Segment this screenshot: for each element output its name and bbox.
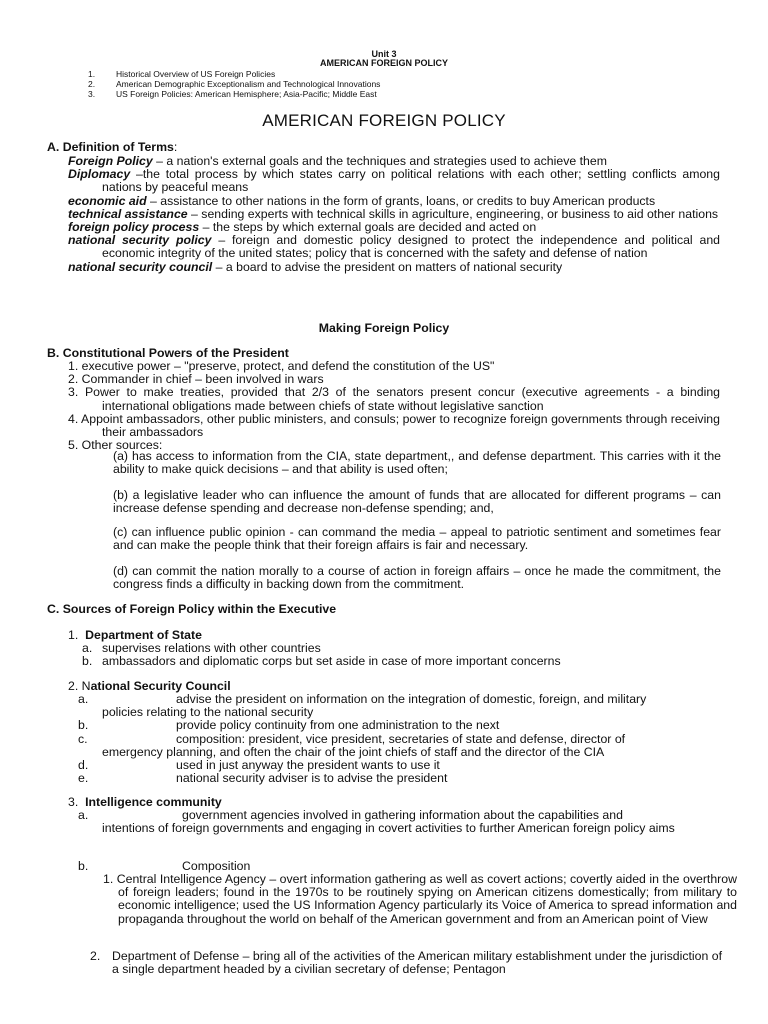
dod-description: 2. Department of Defense – bring all of the activities of the American military establishment under the jurisdiction of a single department headed by a civilian secretary of defense; Pentagon <box>90 949 722 977</box>
unit-label: Unit 3 <box>371 49 397 59</box>
main-title: AMERICAN FOREIGN POLICY <box>262 111 506 130</box>
definition-item: national security policy – foreign and domestic policy designed to protect the independence and political and economic integrity of the united states; policy that is concerned with the safety and defense of nation <box>68 233 721 261</box>
definition-item: Foreign Policy – a nation's external goals and the techniques and strategies used to achieve them <box>68 154 607 168</box>
nsc-heading: 2. National Security Council <box>68 679 231 693</box>
definition-item: economic aid – assistance to other nations in the form of grants, loans, or credits to buy American products <box>68 193 656 208</box>
list-item: 2. Commander in chief – been involved in wars <box>68 372 324 387</box>
list-item: b. provide policy continuity from one administration to the next <box>78 718 500 733</box>
unit-title: AMERICAN FOREIGN POLICY <box>319 58 448 68</box>
list-item: 5. Other sources: <box>68 438 163 453</box>
department-of-state-list <box>82 642 722 668</box>
intelligence-item-b: b. Composition <box>78 859 251 873</box>
intelligence-item-a: a. government agencies involved in gathering information about the capabilities and intentions of foreign governments and engaging in covert activities to further American foreign policy aims <box>78 808 675 836</box>
list-item: c. composition: president, vice president, secretaries of state and defense, director of emergency planning, and often the chair of the joint chiefs of staff and the director of the CIA <box>78 731 626 759</box>
unit-topic-list <box>88 69 380 99</box>
section-c-heading: C. Sources of Foreign Policy within the Executive <box>47 602 337 616</box>
department-of-state-heading: 1. Department of State <box>68 628 202 642</box>
definition-item: Diplomacy –the total process by which states carry on political relations with each other; settling conflicts among nations by peaceful means <box>68 167 720 195</box>
definition-list <box>68 155 720 274</box>
definition-item: technical assistance – sending experts with technical skills in agriculture, engineering, or business to aid other nations <box>68 206 719 221</box>
list-item: b. ambassadors and diplomatic corps but set aside in case of more important concerns <box>82 654 561 669</box>
list-item: 3. Power to make treaties, provided that 2/3 of the senators present concur (executive agreements - a binding international obligations made between chiefs of state without legislative sanction <box>68 385 720 413</box>
other-source-d: (d) can commit the nation morally to a course of action in foreign affairs – once he made the commitment, the congress finds a difficulty in backing down from the commitment. <box>113 564 721 592</box>
making-foreign-policy-title: Making Foreign Policy <box>318 321 450 335</box>
presidential-powers-list <box>68 360 720 452</box>
intelligence-heading: 3. Intelligence community <box>68 795 222 809</box>
list-item: a. advise the president on information on the integration of domestic, foreign, and military policies relating to the national security <box>78 692 647 720</box>
topic-item: 3. US Foreign Policies: American Hemisphere; Asia-Pacific; Middle East <box>88 89 377 99</box>
section-b-heading: B. Constitutional Powers of the President <box>47 346 289 360</box>
other-source-b: (b) a legislative leader who can influence the amount of funds that are allocated for different programs – can increase defense spending and decrease non-defense spending; and, <box>113 488 721 516</box>
definition-item: national security council – a board to advise the president on matters of national security <box>68 259 563 274</box>
list-item: a. supervises relations with other countries <box>82 641 321 655</box>
list-item: 1. executive power – "preserve, protect, and defend the constitution of the US" <box>68 359 495 373</box>
definition-item: foreign policy process – the steps by which external goals are decided and acted on <box>68 220 537 235</box>
list-item: 4. Appoint ambassadors, other public ministers, and consuls; power to recognize foreign governments through receiving their ambassadors <box>68 411 720 440</box>
list-item: e. national security adviser is to advise the president <box>78 771 448 786</box>
topic-item: 2. American Demographic Exceptionalism and Technological Innovations <box>88 79 381 89</box>
topic-item: 1. Historical Overview of US Foreign Policies <box>88 69 276 79</box>
cia-description: 1. Central Intelligence Agency – overt information gathering as well as covert actions; covertly aided in the overthrow of foreign leaders; found in the 1970s to be routinely spying on American citizens domestically; from military to economic intelligence; used the US Information Agency particularly its Voice of America to spread information and propaganda throughout the world on behalf of the American government and from an American point of View <box>103 872 737 926</box>
section-a-heading: A. Definition of Terms: <box>47 140 178 154</box>
other-source-c: (c) can influence public opinion - can command the media – appeal to patriotic sentiment and sometimes fear and can make the people think that their foreign affairs is fair and necessary. <box>113 525 721 553</box>
list-item: d. used in just anyway the president wants to use it <box>78 758 440 773</box>
other-source-a: (a) has access to information from the CIA, state department,, and defense department. This carries with it the ability to make quick decisions – and that ability is used often; <box>113 449 721 477</box>
nsc-list <box>78 693 722 785</box>
